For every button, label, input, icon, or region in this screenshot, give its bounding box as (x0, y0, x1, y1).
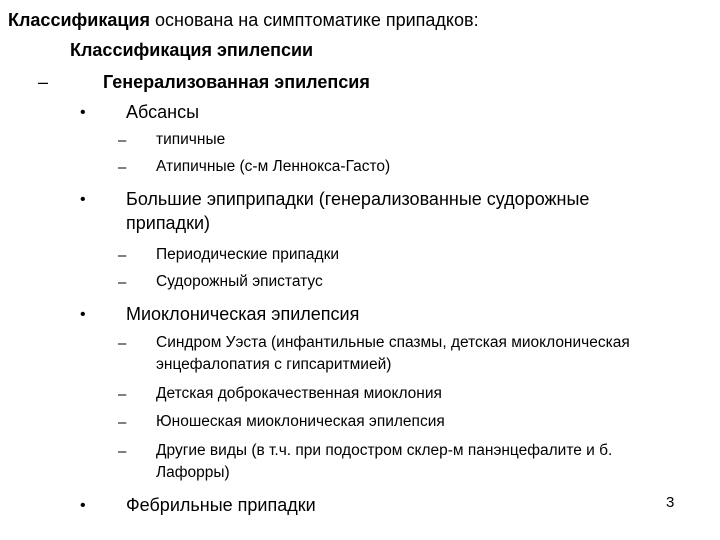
page-heading (8, 10, 479, 32)
subtitle-dash: – (38, 72, 49, 92)
page-number: 3 (666, 494, 675, 511)
item-dash: – (118, 335, 127, 352)
item-dash: – (118, 386, 127, 403)
section-title: Классификация эпилепсии (70, 40, 314, 60)
heading-bold-part: Классификация (8, 10, 150, 30)
item-dash: – (118, 274, 127, 291)
list-item-line1: Другие виды (в т.ч. при подостром склер-м панэнцефалите и б. (156, 442, 613, 459)
list-item: Судорожный эпистатус (156, 273, 323, 290)
list-item: типичные (156, 131, 226, 148)
item-dash: – (118, 159, 127, 176)
item-dash: – (118, 132, 127, 149)
bullet-marker: • (80, 191, 86, 208)
item-dash: – (118, 443, 127, 460)
list-item: Атипичные (с-м Леннокса-Гасто) (156, 158, 391, 175)
group-label-myoclonic: Миоклоническая эпилепсия (126, 304, 360, 324)
list-item: Детская доброкачественная миоклония (156, 385, 442, 402)
bullet-marker: • (80, 497, 86, 514)
list-item: Юношеская миоклоническая эпилепсия (156, 413, 445, 430)
bullet-marker: • (80, 104, 86, 121)
item-dash: – (118, 247, 127, 264)
list-item: Периодические припадки (156, 246, 340, 263)
heading-rest-part: основана на симптоматике припадков: (150, 10, 479, 30)
group-label-grand-mal-line1: Большие эпиприпадки (генерализованные судорожные (126, 189, 590, 209)
bullet-marker: • (80, 306, 86, 323)
list-item-line2: Лафорры) (156, 464, 230, 481)
list-item-line2: энцефалопатия с гипсаритмией) (156, 356, 392, 373)
group-label-absences: Абсансы (126, 102, 200, 122)
item-dash: – (118, 414, 127, 431)
list-item-line1: Синдром Уэста (инфантильные спазмы, детская миоклоническая (156, 334, 630, 351)
group-label-febrile: Фебрильные припадки (126, 495, 316, 515)
group-label-grand-mal-line2: припадки) (126, 213, 210, 233)
section-subtitle: Генерализованная эпилепсия (103, 72, 370, 92)
